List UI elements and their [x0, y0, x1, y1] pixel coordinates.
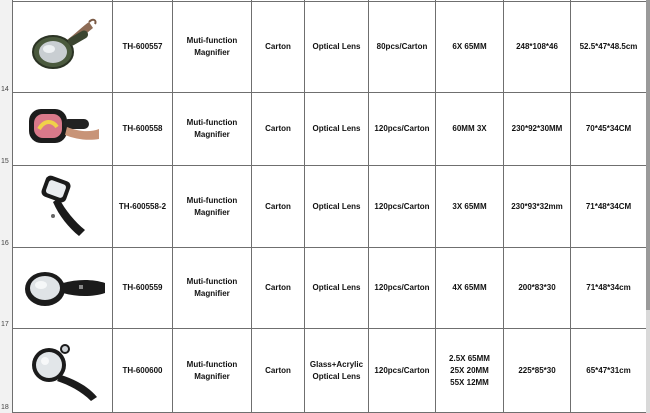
quantity-cell[interactable]: 120pcs/Carton [369, 93, 436, 166]
size-cell[interactable]: 230*92*30MM [504, 93, 571, 166]
item-number[interactable]: TH-600558 [113, 93, 173, 166]
magnification-cell[interactable] [436, 93, 504, 166]
description-line: Magnifier [194, 289, 230, 298]
description-cell[interactable] [173, 248, 252, 329]
packing-cell[interactable]: Carton [252, 2, 305, 93]
lens-line: Optical Lens [312, 201, 361, 211]
magnification-line: 4X 65MM [452, 283, 487, 292]
lens-line: Glass+Acrylic [309, 359, 364, 369]
lens-line: Optical Lens [312, 371, 361, 381]
packing-cell[interactable]: Carton [252, 166, 305, 248]
magnification-line: 25X 20MM [450, 365, 489, 375]
description-line: Muti-function [186, 118, 238, 127]
description-cell[interactable] [173, 329, 252, 413]
magnification-line: 3X 65MM [452, 201, 487, 211]
carton-size-cell[interactable]: 71*48*34CM [571, 166, 647, 248]
magnification-cell[interactable] [436, 166, 504, 248]
item-number[interactable]: TH-600558-2 [113, 166, 173, 248]
description-line: Magnifier [194, 371, 230, 381]
carton-size-cell[interactable]: 70*45*34CM [571, 93, 647, 166]
description-cell[interactable] [173, 2, 252, 93]
quantity-cell[interactable]: 120pcs/Carton [369, 329, 436, 413]
table-row [13, 248, 647, 329]
row-number[interactable]: 16 [1, 240, 9, 247]
description-cell[interactable] [173, 166, 252, 248]
packing-cell[interactable]: Carton [252, 248, 305, 329]
lens-cell[interactable] [305, 2, 369, 93]
lens-line: Optical Lens [312, 283, 361, 292]
lens-cell[interactable] [305, 93, 369, 166]
magnifier-image [23, 174, 103, 240]
size-cell[interactable]: 200*83*30 [504, 248, 571, 329]
item-number[interactable]: TH-600557 [113, 2, 173, 93]
table-row [13, 93, 647, 166]
magnification-cell[interactable] [436, 2, 504, 93]
lens-cell[interactable] [305, 248, 369, 329]
magnifier-image [19, 263, 107, 313]
product-image-cell[interactable] [13, 93, 113, 166]
row-number[interactable]: 18 [1, 404, 9, 411]
product-image-cell[interactable] [13, 248, 113, 329]
carton-size-cell[interactable]: 71*48*34cm [571, 248, 647, 329]
scrollbar-thumb[interactable] [646, 0, 650, 310]
description-line: Muti-function [186, 195, 238, 205]
magnifier-image [23, 12, 103, 82]
quantity-cell[interactable]: 120pcs/Carton [369, 166, 436, 248]
product-image-cell[interactable] [13, 329, 113, 413]
carton-size-cell[interactable]: 52.5*47*48.5cm [571, 2, 647, 93]
table-row [13, 329, 647, 413]
magnification-line: 60MM 3X [452, 124, 487, 133]
description-line: Muti-function [186, 277, 238, 286]
product-image-cell[interactable] [13, 2, 113, 93]
table-row [13, 2, 647, 93]
row-number[interactable]: 17 [1, 321, 9, 328]
product-table [12, 0, 647, 413]
lens-line: Optical Lens [312, 124, 361, 133]
lens-cell[interactable] [305, 329, 369, 413]
description-line: Magnifier [194, 207, 230, 217]
magnification-cell[interactable] [436, 248, 504, 329]
quantity-cell[interactable]: 120pcs/Carton [369, 248, 436, 329]
item-number[interactable]: TH-600600 [113, 329, 173, 413]
magnifier-image [23, 99, 103, 159]
magnification-line: 2.5X 65MM [449, 353, 490, 363]
description-line: Muti-function [186, 36, 238, 45]
carton-size-cell[interactable]: 65*47*31cm [571, 329, 647, 413]
magnifier-image [21, 339, 105, 403]
magnification-line: 6X 65MM [452, 42, 487, 51]
vertical-scrollbar[interactable] [646, 0, 650, 413]
lens-cell[interactable] [305, 166, 369, 248]
quantity-cell[interactable]: 80pcs/Carton [369, 2, 436, 93]
size-cell[interactable]: 225*85*30 [504, 329, 571, 413]
magnification-line: 55X 12MM [450, 377, 489, 387]
description-line: Muti-function [186, 359, 238, 369]
product-image-cell[interactable] [13, 166, 113, 248]
packing-cell[interactable]: Carton [252, 329, 305, 413]
lens-line: Optical Lens [312, 42, 361, 51]
item-number[interactable]: TH-600559 [113, 248, 173, 329]
size-cell[interactable]: 248*108*46 [504, 2, 571, 93]
packing-cell[interactable]: Carton [252, 93, 305, 166]
magnification-cell[interactable] [436, 329, 504, 413]
row-number[interactable]: 15 [1, 158, 9, 165]
table-row [13, 166, 647, 248]
description-cell[interactable] [173, 93, 252, 166]
size-cell[interactable]: 230*93*32mm [504, 166, 571, 248]
description-line: Magnifier [194, 130, 230, 139]
description-line: Magnifier [194, 48, 230, 57]
row-number[interactable]: 14 [1, 86, 9, 93]
